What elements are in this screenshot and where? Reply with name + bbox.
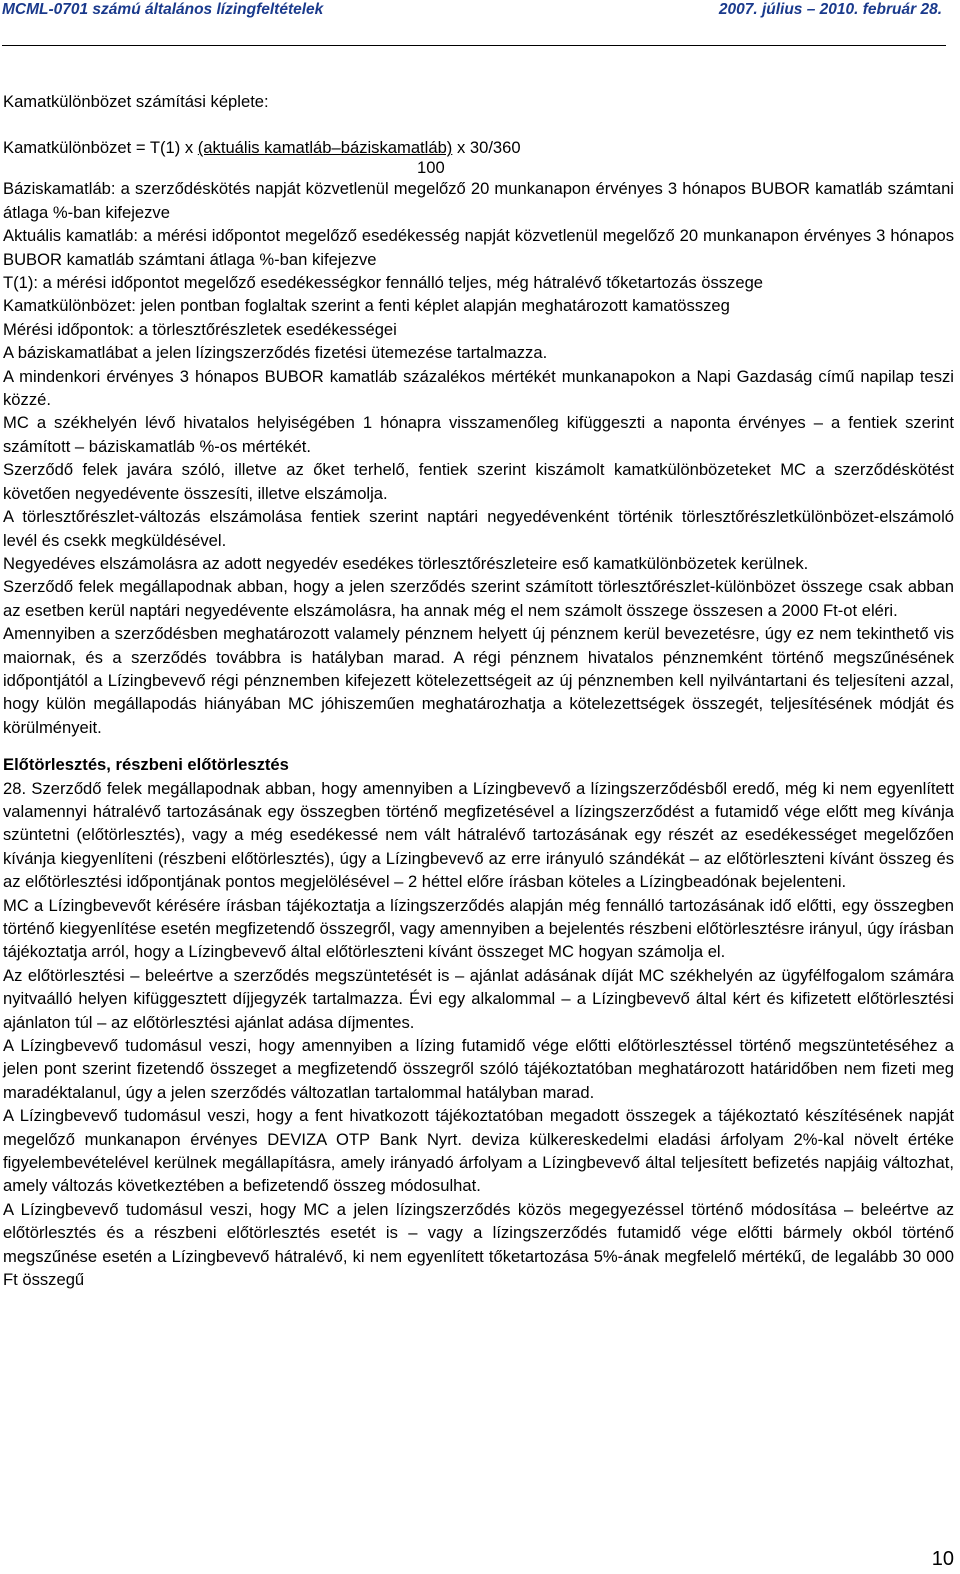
definition-paragraph: Báziskamatláb: a szerződéskötés napját közvetlenül megelőző 20 munkanapon érvényes 3 hónapos BUBOR kamatláb számtani átlaga %-ban kifejezve <box>3 179 954 222</box>
body-paragraph: A törlesztőrészlet-változás elszámolása fentiek szerint naptári negyedévenként történik törlesztőrészletkülönbözet-elszámoló levél és csekk megküldésével. <box>3 507 954 550</box>
formula-fraction-denominator: 100 <box>417 158 445 178</box>
formula-line: Kamatkülönbözet = T(1) x (aktuális kamatláb–báziskamatláb) x 30/360 <box>3 138 521 158</box>
definition-paragraph: T(1): a mérési időpontot megelőző esedékességkor fennálló teljes, még hátralévő tőketartozás összege <box>3 273 764 293</box>
section-heading: Előtörlesztés, részbeni előtörlesztés <box>3 755 289 775</box>
body-paragraph: MC a Lízingbevevőt kérésére írásban tájékoztatja a lízingszerződés alapján még fennálló tartozásának idő előtti, egy összegben történő kiegyenlítése esetén megfizetendő összegről, vagy amennyiben a bejelentés részbeni előtörlesztésre irányul, úgy írásban tájékoztatja arról, hogy a Lízingbevevő által előtörleszteni kívánt összeget MC hogyan számolja el. <box>3 895 954 962</box>
definition-paragraph: Kamatkülönbözet: jelen pontban foglaltak szerint a fenti képlet alapján meghatározott kamatösszeg <box>3 296 730 316</box>
body-paragraph: Szerződő felek javára szóló, illetve az őket terhelő, fentiek szerint kiszámolt kamatkülönbözeteket MC a szerződéskötést követően negyedévente összesíti, illetve elszámolja. <box>3 460 954 503</box>
definition-paragraph: Aktuális kamatláb: a mérési időpontot megelőző esedékesség napját közvetlenül megelőző 20 munkanapon érvényes 3 hónapos BUBOR kamatláb számtani átlaga %-ban kifejezve <box>3 226 954 269</box>
body-paragraph: A Lízingbevevő tudomásul veszi, hogy MC a jelen lízingszerződés közös megegyezéssel történő módosítása – beleértve az előtörlesztés és a részbeni előtörlesztés esetét is – vagy a lízingszerződés futamidő vége előtti bármely okból történő megszűnése esetén a Lízingbevevő hátralévő, ki nem egyenlített tőketartozása 5%-ának megfelelő mértékű, de legalább 30 000 Ft összegű <box>3 1199 954 1290</box>
definition-paragraph: Mérési időpontok: a törlesztőrészletek esedékességei <box>3 319 397 339</box>
body-paragraph: A Lízingbevevő tudomásul veszi, hogy amennyiben a lízing futamidő vége előtti előtörlesztéssel történő megszüntetéséhez a jelen pont szerint fizetendő összeget a megfizetendő összegről szóló tájékoztatóban meghatározott határidőben nem fizeti meg maradéktalanul, úgy a jelen szerződés változatlan tartalommal hatályban marad. <box>3 1036 954 1102</box>
page-number: 10 <box>931 1548 954 1570</box>
page-header <box>2 0 956 22</box>
body-paragraph: A Lízingbevevő tudomásul veszi, hogy a fent hivatkozott tájékoztatóban megadott összegek a tájékoztató készítésének napját megelőző munkanapon érvényes DEVIZA OTP Bank Nyrt. deviza külkereskedelmi eladási árfolyam 2%-kal növelt értéke figyelembevételével kerülnek megállapításra, amely irányadó árfolyam a Lízingbevevő által teljesített befizetés napjáig változhat, amely változás következtében a befizetendő összeg módosulhat. <box>3 1106 954 1196</box>
header-date-range: 2007. július – 2010. február 28. <box>718 1 942 18</box>
body-paragraph: MC a székhelyén lévő hivatalos helyiségében 1 hónapra visszamenőleg kifüggeszti a naponta érvényes – a fentiek szerint számított – báziskamatláb %-os mértékét. <box>3 413 954 456</box>
body-paragraph: Negyedéves elszámolásra az adott negyedév esedékes törlesztőrészleteire eső kamatkülönbözetek kerülnek. <box>3 553 809 573</box>
formula-fraction-numerator: (aktuális kamatláb–báziskamatláb) <box>197 138 453 158</box>
body-paragraph: 28. Szerződő felek megállapodnak abban, hogy amennyiben a Lízingbevevő a lízingszerződésből eredő, még ki nem egyenlített valamennyi hátralévő tartozásának egy összegben történő megfizetésével a lízingszerződést a futamidő vége előtt meg kívánja szüntetni (előtörlesztés), vagy a még esedékessé nem vált hátralévő tartozásának egy részét az esedékességet megelőzően kívánja kiegyenlíteni (részbeni előtörlesztés), úgy a Lízingbevevő az erre irányuló szándékát – az előtörleszteni kívánt összeg és az előtörlesztési időpontjának pontos megjelölésével – 2 héttel előre írásban köteles a Lízingbeadónak bejelenteni. <box>3 778 954 892</box>
body-paragraph: A mindenkori érvényes 3 hónapos BUBOR kamatláb százalékos mértékét munkanapokon a Napi Gazdaság című napilap teszi közzé. <box>3 366 954 410</box>
page-body <box>3 90 954 1292</box>
header-document-id: MCML-0701 számú általános lízingfeltételek <box>2 1 324 18</box>
body-paragraph: A báziskamatlábat a jelen lízingszerződés fizetési ütemezése tartalmazza. <box>3 343 548 363</box>
body-paragraph: Az előtörlesztési – beleértve a szerződés megszüntetését is – ajánlat adásának díját MC székhelyén az ügyfélfogalom számára nyitvaálló helyen kifüggesztett díjjegyzék tartalmazza. Évi egy alkalommal – a Lízingbevevő által kért és kifizetett előtörlesztési ajánlaton túl – az előtörlesztési ajánlat adása díjmentes. <box>3 965 954 1032</box>
body-paragraph: Szerződő felek megállapodnak abban, hogy a jelen szerződés szerint számított törlesztőrészlet-különbözet összege csak abban az esetben kerül naptári negyedévente elszámolásra, ha annak még el nem számolt összege összesen a 2000 Ft-ot eléri. <box>3 577 954 620</box>
body-paragraph: Amennyiben a szerződésben meghatározott valamely pénznem helyett új pénznem kerül bevezetésre, úgy ez nem tekinthető vis maiornak, és a szerződés továbbra is hatályban marad. A régi pénznem hivatalos pénznemként történő megszűnésének időpontjától a Lízingbevevő régi pénznemben kifejezett kötelezettségeit az új pénznemben kell nyilvántartani és teljesíteni azzal, hogy külön megállapodás hiányában MC jóhiszeműen meghatározhatja a kötelezettségek összegét, teljesítésének módját és körülményeit. <box>3 624 954 737</box>
header-rule <box>2 45 946 46</box>
formula-heading: Kamatkülönbözet számítási képlete: <box>3 92 269 111</box>
